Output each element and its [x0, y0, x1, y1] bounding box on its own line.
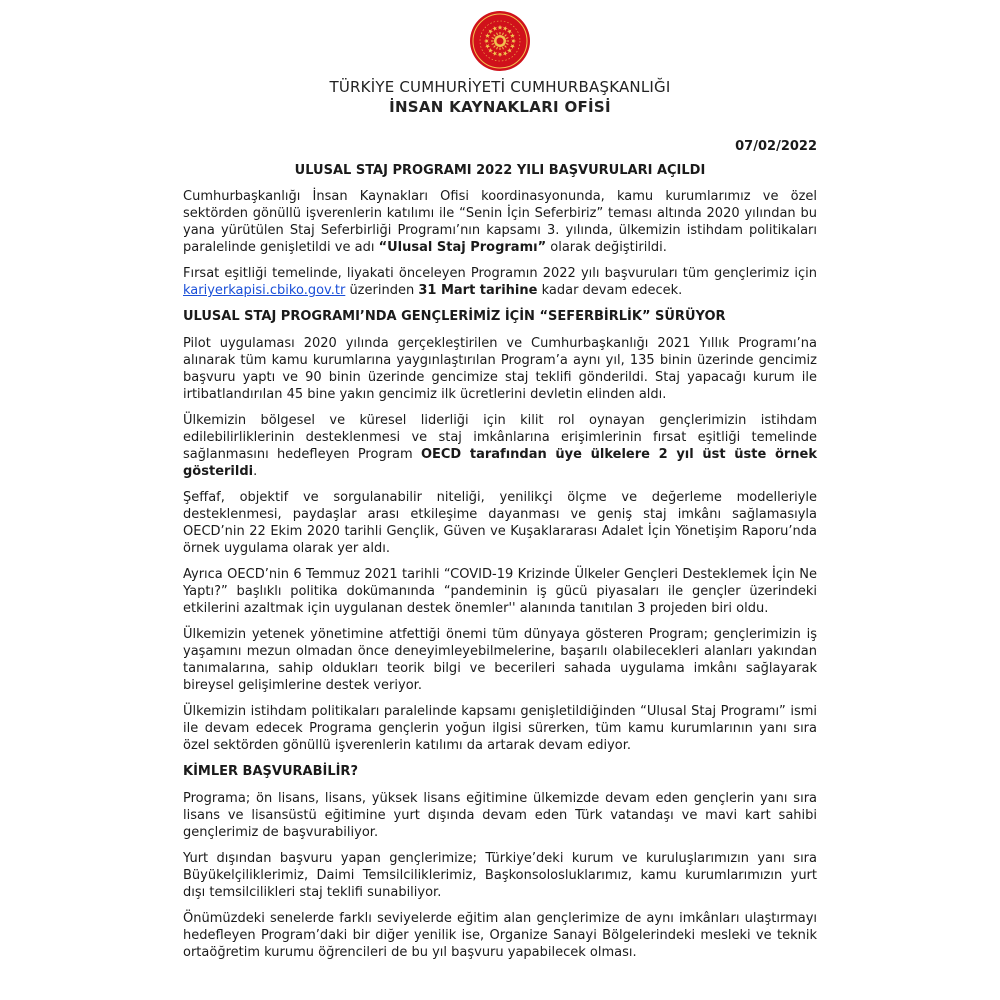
paragraph-4: Ülkemizin bölgesel ve küresel liderliği için kilit rol oynayan gençlerimizin istihdam edilebilirliklerinin desteklenmesi ve staj imkânlarına erişimlerinin fırsat eşitliği temelinde sağlanmasını hedefleyen Program OECD tarafından üye ülkelere 2 yıl üst üste örnek gösterildi. — [183, 413, 818, 479]
paragraph-3: Pilot uygulaması 2020 yılında gerçekleştirilen ve Cumhurbaşkanlığı 2021 Yıllık Programı’na alınarak tüm kamu kurumlarına yaygınlaştırılan Program’a aynı yıl, 135 binin üzerinde gencimiz başvuru yaptı ve 90 binin üzerinde gencimize staj teklifi gönderildi. Staj yapacağı kurum ile irtibatlandırılan 45 bine yakın gencimiz ilk ücretlerini devletin elinden aldı. — [183, 336, 817, 402]
organization-name: TÜRKİYE CUMHURİYETİ CUMHURBAŞKANLIĞI — [329, 78, 671, 96]
office-name: İNSAN KAYNAKLARI OFİSİ — [389, 98, 611, 116]
paragraph-7: Ülkemizin yetenek yönetimine atfettiği önemi tüm dünyaya gösteren Program; gençlerimizin iş yaşamını mezun olmadan önce deneyimleyebilmelerine, başarılı olabilecekleri alanları yakından tanımalarına, sahip oldukları teorik bilgi ve becerileri sahada uygulama imkânı sağlayarak bireysel gelişimlerine destek veriyor. — [183, 627, 817, 693]
section-heading-eligibility: KİMLER BAŞVURABİLİR? — [183, 764, 358, 779]
paragraph-8: Ülkemizin istihdam politikaları paralelinde kapsamı genişletildiğinden “Ulusal Staj Programı” ismi ile devam edecek Programa gençlerin yoğun ilgisi sürerken, tüm kamu kurumlarının yanı sıra özel sektörden gönüllü işverenlerin katılımı da artarak devam ediyor. — [183, 704, 817, 753]
paragraph-10: Yurt dışından başvuru yapan gençlerimize; Türkiye’deki kurum ve kuruluşlarımızın yanı sıra Büyükelçiliklerimiz, Daimi Temsilciliklerimiz, Başkonsolosluklarımız, kamu kurumlarımızın yurt dışı temsilcilikleri staj teklifi sunabiliyor. — [183, 851, 817, 900]
release-date: 07/02/2022 — [735, 139, 817, 154]
paragraph-9: Programa; ön lisans, lisans, yüksek lisans eğitimine ülkemizde devam eden gençlerin yanı sıra lisans ve lisansüstü eğitimine yurt dışında devam eden Türk vatandaşı ve mavi kart sahibi gençlerimiz de başvurabiliyor. — [183, 791, 817, 840]
section-heading-program: ULUSAL STAJ PROGRAMI’NDA GENÇLERİMİZ İÇİN “SEFERBİRLİK” SÜRÜYOR — [183, 309, 726, 324]
article-body — [183, 188, 817, 970]
paragraph-6: Ayrıca OECD’nin 6 Temmuz 2021 tarihli “COVID-19 Krizinde Ülkeler Gençleri Desteklemek İçin Ne Yaptı?” başlıklı politika dokümanında “pandeminin iş gücü piyasaları ile gençler üzerindeki etkilerini azaltmak için uygulanan destek önemler'' alanında tanıtılan 3 projeden biri oldu. — [183, 567, 817, 616]
application-link[interactable]: kariyerkapisi.cbiko.gov.tr — [183, 283, 346, 298]
paragraph-2: Fırsat eşitliği temelinde, liyakati önceleyen Programın 2022 yılı başvuruları tüm gençlerimiz için kariyerkapisi.cbiko.gov.tr üzerinden 31 Mart tarihine kadar devam edecek. — [183, 266, 817, 298]
page-title: ULUSAL STAJ PROGRAMI 2022 YILI BAŞVURULARI AÇILDI — [294, 163, 706, 178]
paragraph-11: Önümüzdeki senelerde farklı seviyelerde eğitim alan gençlerimize de aynı imkânları ulaştırmayı hedefleyen Program’daki bir diğer yenilik ise, Organize Sanayi Bölgelerindeki mesleki ve teknik ortaöğretim kurumu öğrencileri de bu yıl başvuru yapabilecek olması. — [183, 911, 817, 960]
presidential-seal-icon — [469, 10, 531, 72]
paragraph-1: Cumhurbaşkanlığı İnsan Kaynakları Ofisi koordinasyonunda, kamu kurumlarımız ve özel sektörden gönüllü işverenlerin katılımı ile “Senin İçin Seferbiriz” teması altında 2020 yılından bu yana yürütülen Staj Seferbirliği Programı’nın kapsamı 3. yılında, ülkemizin istihdam politikaları paralelinde genişletildi ve adı “Ulusal Staj Programı” olarak değiştirildi. — [183, 189, 817, 255]
paragraph-5: Şeffaf, objektif ve sorgulanabilir niteliği, yenilikçi ölçme ve değerleme modelleriyle desteklenmesi, paydaşlar arası etkileşime dayanması ve geniş staj imkânı sağlamasıyla OECD’nin 22 Ekim 2020 tarihli Gençlik, Güven ve Kuşaklararası Adalet İçin Yönetişim Raporu’nda örnek uygulama olarak yer aldı. — [183, 490, 817, 556]
